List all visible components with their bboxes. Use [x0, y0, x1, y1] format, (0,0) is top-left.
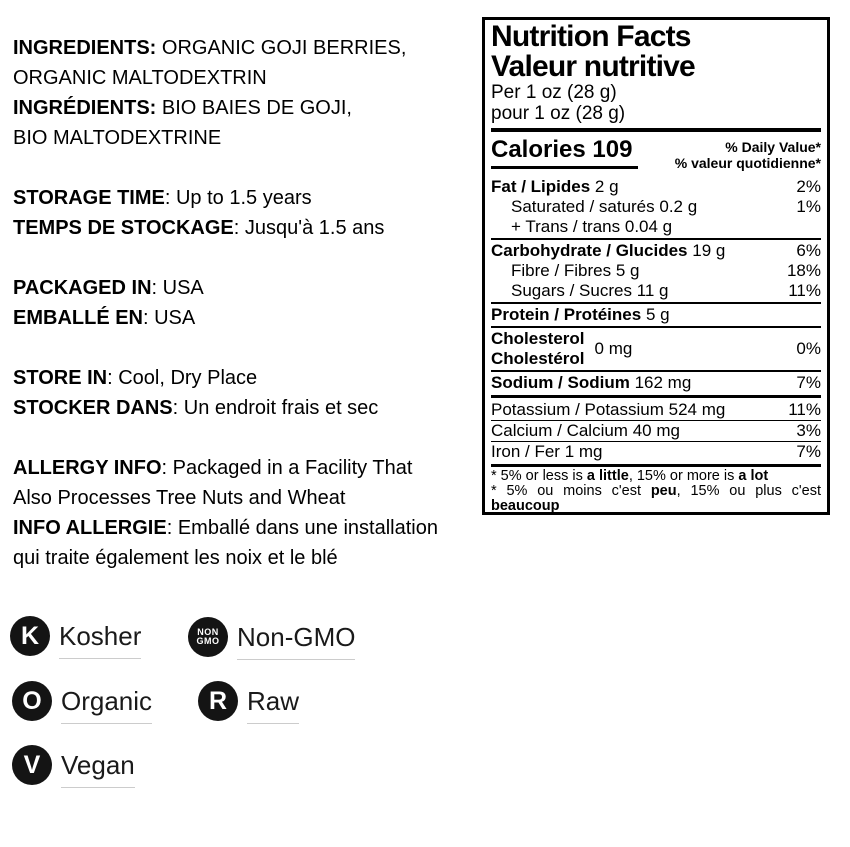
badge-raw [198, 681, 299, 721]
divider-medium [491, 395, 821, 398]
divider [491, 238, 821, 240]
badge-non-gmo [188, 617, 355, 657]
storage-time-line: STORAGE TIME: Up to 1.5 years [13, 187, 312, 209]
ingredients-line [13, 33, 479, 63]
nutrition-title-en: Nutrition Facts [491, 20, 691, 53]
divider-heavy [491, 128, 821, 132]
badge-vegan [12, 745, 135, 785]
store-in-line: STORE IN: Cool, Dry Place [13, 367, 258, 389]
packaged-in-line-fr: EMBALLÉ EN: USA [13, 307, 196, 329]
product-info-column [13, 33, 479, 603]
kosher-icon: K [10, 616, 50, 656]
divider [491, 302, 821, 304]
nutrient-row-sugars: Sugars / Sucres 11 g 11% [511, 281, 821, 300]
dv-footnote-fr: * 5% ou moins c'est peu, 15% ou plus c'est [491, 483, 821, 499]
badge-raw-label: Raw [247, 687, 299, 724]
badge-organic-label: Organic [61, 687, 152, 724]
allergy-info-section [13, 453, 479, 573]
allergy-info-line: ALLERGY INFO: Packaged in a Facility That [13, 457, 413, 479]
allergy-info-line-fr: qui traite également les noix et le blé [13, 547, 338, 569]
nutrient-row-saturated: Saturated / saturés 0.2 g 1% [511, 197, 821, 216]
ingredients-line-fr: BIO MALTODEXTRINE [13, 127, 222, 149]
organic-icon: O [12, 681, 52, 721]
badge-non-gmo-label: Non-GMO [237, 623, 355, 660]
packaged-in-label: PACKAGED IN [13, 277, 152, 299]
storage-time-label: STORAGE TIME [13, 187, 165, 209]
dv-footnote-en: * 5% or less is a little, 15% or more is a lot [491, 468, 769, 484]
dv-footnote-fr-cont: beaucoup [491, 498, 560, 514]
allergy-info-line: Also Processes Tree Nuts and Wheat [13, 487, 346, 509]
daily-value-header: % Daily Value* % valeur quotidienne* [674, 139, 821, 171]
nutrient-row-calcium: Calcium / Calcium 40 mg 3% [491, 421, 821, 440]
packaged-in-line: PACKAGED IN: USA [13, 277, 204, 299]
calories-section [491, 134, 821, 171]
ingredients-section [13, 33, 479, 153]
store-in-label-fr: STOCKER DANS [13, 397, 173, 419]
store-in-label: STORE IN [13, 367, 108, 389]
nutrient-row-sodium: Sodium / Sodium 162 mg 7% [491, 373, 821, 392]
packaged-in-label-fr: EMBALLÉ EN [13, 307, 143, 329]
ingredients-label: INGREDIENTS: [13, 37, 157, 59]
ingredients-line: ORGANIC MALTODEXTRIN [13, 67, 267, 89]
nutrient-row-potassium: Potassium / Potassium 524 mg 11% [491, 400, 821, 419]
divider [491, 326, 821, 328]
nutrient-row-carbohydrate: Carbohydrate / Glucides 19 g 6% [491, 241, 821, 260]
non-gmo-icon: NON GMO [188, 617, 228, 657]
nutrient-row-trans: + Trans / trans 0.04 g [511, 217, 673, 236]
nutrient-row-fibre: Fibre / Fibres 5 g 18% [511, 261, 821, 280]
vegan-icon: V [12, 745, 52, 785]
calories-value: Calories 109 [491, 134, 638, 169]
raw-icon: R [198, 681, 238, 721]
storage-time-label-fr: TEMPS DE STOCKAGE [13, 217, 234, 239]
nutrient-row-iron: Iron / Fer 1 mg 7% [491, 442, 821, 461]
nutrient-row-cholesterol: Cholesterol Cholestérol 0 mg 0% [491, 329, 821, 368]
badge-organic [12, 681, 152, 721]
badge-kosher [10, 616, 141, 656]
divider-medium [491, 464, 821, 467]
store-in-line-fr: STOCKER DANS: Un endroit frais et sec [13, 397, 379, 419]
store-in-section [13, 363, 479, 423]
ingredients-line-fr: INGRÉDIENTS: BIO BAIES DE GOJI, [13, 97, 352, 119]
allergy-info-label: ALLERGY INFO [13, 457, 162, 479]
serving-size-fr: pour 1 oz (28 g) [491, 103, 626, 124]
allergy-info-line-fr: INFO ALLERGIE: Emballé dans une installation [13, 517, 438, 539]
serving-size-en: Per 1 oz (28 g) [491, 82, 617, 103]
nutrition-title-fr: Valeur nutritive [491, 50, 695, 83]
packaged-in-section [13, 273, 479, 333]
storage-time-section [13, 183, 479, 243]
ingredients-value: ORGANIC GOJI BERRIES, [156, 37, 407, 59]
storage-time-line-fr: TEMPS DE STOCKAGE: Jusqu'à 1.5 ans [13, 217, 385, 239]
nutrient-row-protein: Protein / Protéines 5 g [491, 305, 670, 324]
badge-vegan-label: Vegan [61, 751, 135, 788]
badge-kosher-label: Kosher [59, 622, 141, 659]
allergy-info-label-fr: INFO ALLERGIE [13, 517, 167, 539]
divider [491, 370, 821, 372]
nutrition-facts-panel [482, 17, 830, 515]
ingredients-label-fr: INGRÉDIENTS: [13, 97, 157, 119]
nutrient-row-fat: Fat / Lipides 2 g 2% [491, 177, 821, 196]
